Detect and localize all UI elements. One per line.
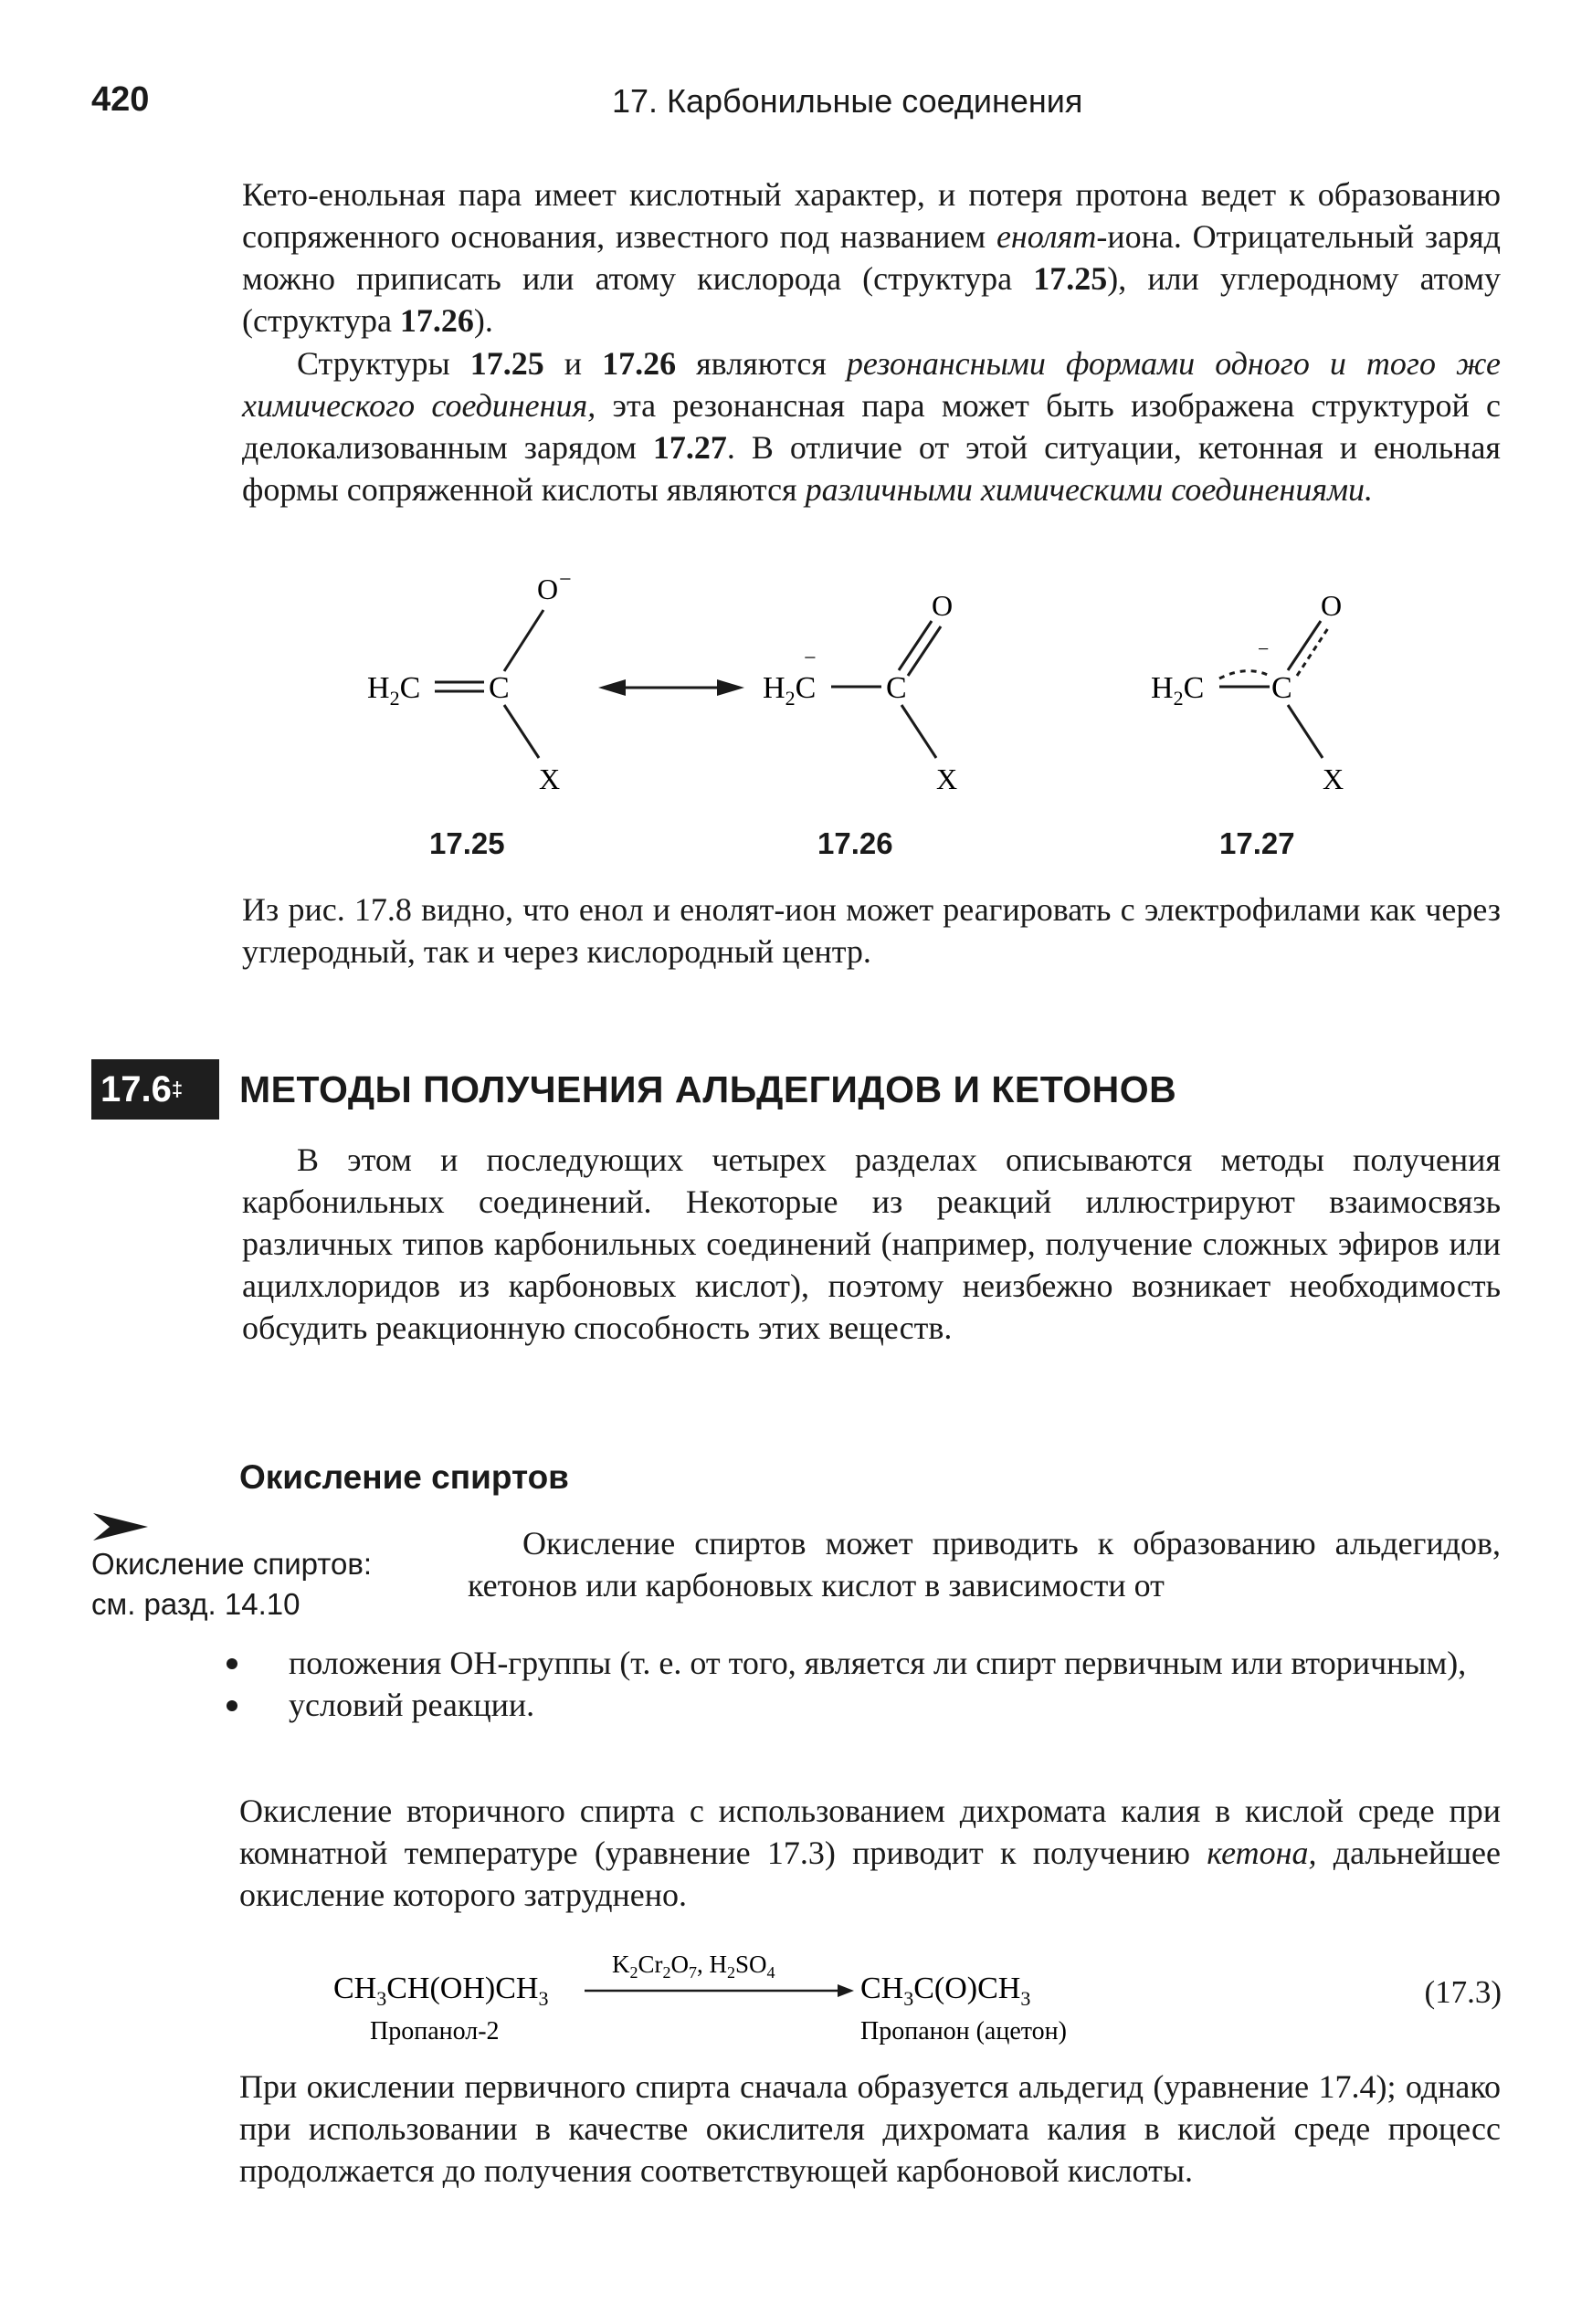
structure-label: 17.25: [429, 826, 505, 860]
text-run: эта резонансная пара может быть изображена структурой с делокализованным зарядом: [242, 387, 1502, 466]
structure-ref: 17.25: [1033, 260, 1108, 297]
list-item-text: положения OH-группы (т. е. от того, является ли спирт первичным или вторичным),: [289, 1645, 1467, 1681]
pointer-arrow-icon: [91, 1511, 150, 1542]
text-run: являются: [676, 345, 847, 382]
bullet-icon: [227, 1700, 237, 1711]
structure-17-27: [1151, 589, 1344, 795]
subsection-title: Окисление спиртов: [239, 1458, 569, 1496]
section-heading: [91, 1059, 1461, 1125]
atom-oxygen: O: [537, 575, 559, 605]
structure-ref: 17.25: [469, 345, 544, 382]
intro-paragraph-2: [242, 342, 1501, 510]
structure-17-26: [763, 589, 957, 795]
reagent: $K_2Cr_2O_7$, $H_2SO_4$: [612, 1952, 775, 1982]
section-number-badge: [91, 1059, 219, 1120]
text-run: дальнейшее окисление которого затруднено.: [239, 1835, 1501, 1913]
structure-ref: 17.27: [652, 429, 727, 466]
subsection-paragraph-1: [468, 1522, 1501, 1606]
charge-minus: −: [804, 647, 817, 670]
section-marker: ‡: [171, 1078, 184, 1100]
text-run: и: [543, 345, 603, 382]
emphasis-text: различными химическими соединениями.: [805, 471, 1374, 508]
equation-number: (17.3): [1424, 1974, 1502, 2010]
list-item: [227, 1684, 1501, 1726]
atom-h2c: $H_2C$: [367, 671, 421, 710]
subsection-paragraph-2: [239, 1790, 1501, 1916]
chapter-title: 17. Карбонильные соединения: [612, 82, 1083, 120]
structure-ref: 17.26: [602, 345, 677, 382]
structure-17-25: [367, 575, 572, 795]
partial-charge: −: [1258, 637, 1270, 660]
subsection-paragraph-3: [239, 2066, 1501, 2192]
reaction-arrow-head: [838, 1984, 854, 1997]
text-run: Окисление вторичного спирта с использованием дихромата калия в кислой среде при комнатной температуре (уравнение 17.3) приводит к получению: [239, 1793, 1501, 1871]
atom-carbon: C: [886, 671, 907, 705]
structure-ref: 17.26: [399, 302, 474, 339]
atom-carbon: C: [489, 671, 510, 705]
reactant-name: Пропанол-2: [370, 2017, 500, 2045]
text-run: В этом и последующих четырех разделах описываются методы получения карбонильных соединений. Некоторые из реакций иллюстрируют взаимосвязь различных типов карбонильных соединений (например, получение сложных эфиров или ацилхлоридов из карбоновых кислот), поэтому неизбежно возникает необходимость обсудить реакционную способность этих веществ.: [242, 1141, 1501, 1346]
atom-x: X: [539, 762, 561, 795]
resonance-structures: [347, 575, 1443, 886]
emphasis-text: резонансными формами одного и того же химического соединения,: [242, 345, 1501, 424]
structure-label: 17.26: [817, 826, 893, 860]
resonance-arrow: [598, 679, 744, 696]
equation-17-3: [329, 1952, 1507, 2053]
term-enolate: енолят: [996, 218, 1097, 255]
margin-note: [91, 1511, 438, 1625]
atom-x: X: [936, 762, 958, 795]
structure-diagram: [347, 575, 1443, 822]
intro-paragraph-1: [242, 174, 1501, 342]
structure-label: 17.27: [1219, 826, 1295, 860]
reactant: $CH_3CH(OH)CH_3$: [333, 1972, 549, 2010]
text-run: При окислении первичного спирта сначала образуется альдегид (уравнение 17.4); однако при использовании в качестве окислителя дихромата калия в кислой среде процесс продолжается до получения соответствующей карбоновой кислоты.: [239, 2068, 1501, 2189]
text-run: -иона. Отрицательный заряд можно приписать или атому кислорода (структура: [242, 218, 1501, 297]
product: $CH_3C(O)CH_3$: [860, 1972, 1031, 2010]
bullet-list: [227, 1642, 1501, 1726]
term-ketone: кетона,: [1207, 1835, 1317, 1871]
section-paragraph-1: [242, 1139, 1501, 1349]
atom-carbon: C: [1271, 671, 1292, 705]
atom-h2c: $H_2C$: [763, 671, 817, 710]
margin-note-reference: см. разд. 14.10: [91, 1587, 300, 1621]
text-run: Структуры: [297, 345, 470, 382]
running-head: [91, 80, 1507, 126]
text-run: ).: [473, 302, 493, 339]
atom-oxygen: O: [1321, 589, 1343, 622]
atom-oxygen: O: [932, 589, 954, 622]
list-item-text: условий реакции.: [289, 1687, 535, 1723]
product-name: Пропанон (ацетон): [860, 2017, 1067, 2045]
text-run: . В отличие от этой ситуации, кетонная и енольная формы сопряженной кислоты являются: [242, 429, 1501, 508]
bullet-icon: [227, 1658, 237, 1669]
page-number: 420: [91, 80, 150, 119]
margin-note-line: Окисление спиртов:: [91, 1547, 373, 1581]
atom-x: X: [1323, 762, 1344, 795]
reaction-equation: [329, 1952, 1407, 2053]
text-run: ), или углеродному атому (структура: [242, 260, 1501, 339]
text-run: Кето-енольная пара имеет кислотный характер, и потеря протона ведет к образованию сопряженного основания, известного под названием: [242, 176, 1501, 255]
after-structures-paragraph: [242, 889, 1501, 973]
list-item: [227, 1642, 1501, 1684]
section-number: 17.6: [100, 1069, 172, 1109]
section-title: МЕТОДЫ ПОЛУЧЕНИЯ АЛЬДЕГИДОВ И КЕТОНОВ: [239, 1068, 1177, 1110]
text-run: Из рис. 17.8 видно, что енол и енолят-ион может реагировать с электрофилами как через углеродный, так и через кислородный центр.: [242, 891, 1501, 970]
text-run: Окисление спиртов может приводить к образованию альдегидов, кетонов или карбоновых кислот в зависимости от: [468, 1525, 1501, 1604]
atom-h2c: $H_2C$: [1151, 671, 1205, 710]
charge-minus: −: [559, 575, 572, 592]
